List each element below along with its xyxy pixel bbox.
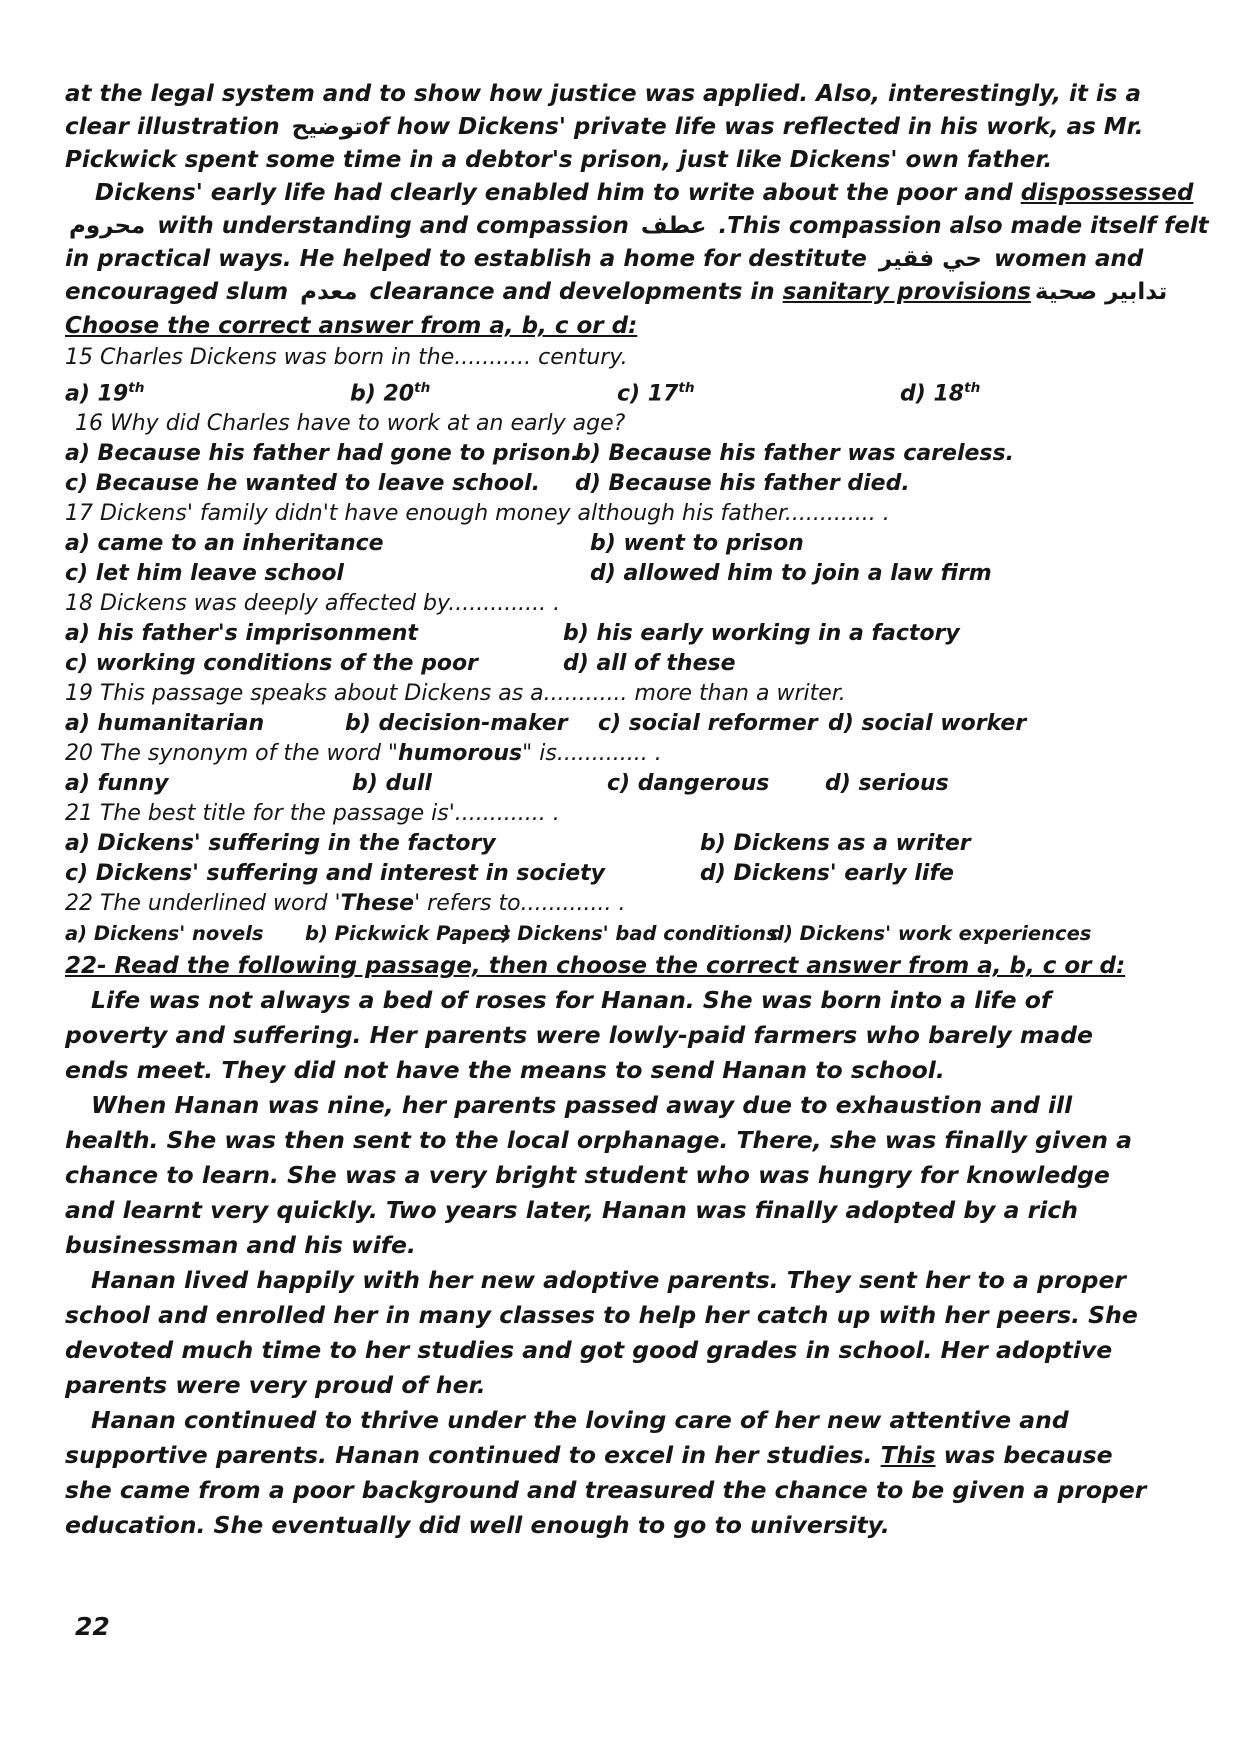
passage-text: Dickens' early life had clearly enabled him to write about the poor and [95,180,1021,206]
question-text [65,343,1183,373]
options-row [65,439,1183,469]
question-stem: 22 The underlined word ' [65,891,341,917]
option: c) let him leave school [65,561,344,587]
passage-text: with understanding and compassion [149,213,637,239]
option: b) Pickwick Papers [305,922,511,946]
option [65,373,350,409]
bold-term: humorous [398,741,523,767]
passage-text: .This compassion also made itself felt [710,213,1209,239]
passage-paragraph [65,1088,1155,1263]
underlined-term: sanitary provisions [782,279,1031,305]
passage-text: Life was not always a bed of roses for Hanan. She was born into a life of poverty and suffering. Her parents were lowly-paid farmers who barely made ends meet. They did not have the means to send Hanan to school. [65,986,1093,1085]
options-row [65,769,1183,799]
option: b) decision-maker [345,711,568,737]
option-label: c) 17 [617,381,679,407]
question-stem: 16 Why did Charles have to work at an early age? [75,411,626,437]
ordinal-suffix: th [964,380,981,396]
passage-line [65,78,1183,111]
passage-text: at the legal system and to show how justice was applied. Also, interestingly, it is a [65,81,1142,107]
option: d) Dickens' work experiences [770,922,1092,946]
passage-line [65,111,1183,144]
question-text [65,889,1183,919]
question-stem: 18 Dickens was deeply affected by.............. . [65,591,561,617]
option: c) Dickens' bad conditions [490,922,778,946]
passage-paragraph [65,1403,1155,1543]
option: a) Because his father had gone to prison. [65,441,580,467]
arabic-gloss: حي فقير [878,246,983,272]
passage-text: in practical ways. He helped to establish a home for destitute [65,246,875,272]
question-stem: 17 Dickens' family didn't have enough money although his father............. . [65,501,890,527]
option: a) funny [65,771,169,797]
ordinal-suffix: th [678,380,695,396]
page-number: 22 [75,1612,110,1641]
passage-text: Hanan lived happily with her new adoptive parents. They sent her to a proper school and enrolled her in many classes to help her catch up with her peers. She devoted much time to her studies and got good grades in school. Her adoptive parents were very proud of her. [65,1266,1138,1400]
passage-text: clearance and developments in [361,279,783,305]
question-text [65,589,1183,619]
option: d) all of these [563,651,736,677]
passage-line [65,243,1183,276]
option: b) Because his father was careless. [575,441,1014,467]
options-row [65,529,1183,559]
option: c) social reformer [598,711,818,737]
passage-text: clear illustration [65,114,288,140]
arabic-gloss: تدابير صحية [1034,279,1168,305]
option: d) serious [825,771,949,797]
options-row [65,829,1183,859]
bold-term: These [340,891,415,917]
option: d) allowed him to join a law firm [590,561,992,587]
option: a) humanitarian [65,711,265,737]
passage-text: When Hanan was nine, her parents passed away due to exhaustion and ill health. She was then sent to the local orphanage. There, she was finally given a chance to learn. She was a very bright student who was hungry for knowledge and learnt very quickly. Two years later, Hanan was finally adopted by a rich businessman and his wife. [65,1091,1133,1260]
passage-paragraph [65,983,1155,1088]
passage-text: encouraged slum [65,279,297,305]
option-label: b) 20 [350,381,415,407]
passage-text: Hanan continued to thrive under the loving care of her new attentive and supportive parents. Hanan continued to excel in her studies. [65,1406,1069,1470]
underlined-term: dispossessed [1020,180,1194,206]
options-row [65,649,1183,679]
question-text [65,739,1183,769]
options-row [65,373,1183,409]
option [617,373,900,409]
question-stem: 21 The best title for the passage is'............. . [65,801,560,827]
page-content [65,78,1209,1543]
options-row [65,559,1183,589]
arabic-gloss: معدم [300,279,358,305]
option: a) Dickens' suffering in the factory [65,831,496,857]
option-label: a) 19 [65,381,129,407]
options-row [65,709,1183,739]
question-text [65,679,1183,709]
arabic-gloss: توضيح [291,114,363,140]
option [350,373,617,409]
question-stem: 20 The synonym of the word " [65,741,399,767]
options-row [65,619,1183,649]
option: c) Dickens' suffering and interest in society [65,861,605,887]
passage-text: Pickwick spent some time in a debtor's prison, just like Dickens' own father. [65,147,1053,173]
options-row [65,859,1183,889]
option: c) Because he wanted to leave school. [65,471,541,497]
question-stem: 19 This passage speaks about Dickens as a............ more than a writer. [65,681,846,707]
options-row [65,469,1183,499]
passage-text: of how Dickens' private life was reflected in his work, as Mr. [362,114,1144,140]
option: d) Dickens' early life [700,861,954,887]
instruction-heading: Choose the correct answer from a, b, c or d: [65,313,638,339]
question-text [65,499,1183,529]
passage-line [65,144,1183,177]
option: d) social worker [828,711,1027,737]
passage-line [65,210,1209,243]
option: c) working conditions of the poor [65,651,478,677]
section-heading: 22- Read the following passage, then choose the correct answer from a, b, c or d: [65,953,1126,980]
option: b) dull [352,771,432,797]
passage-text: women and [986,246,1144,272]
passage-text: was because she came from a poor background and treasured the chance to be given a proper education. She eventually did well enough to go to university. [65,1441,1147,1540]
arabic-gloss: عطف [640,213,707,239]
option: d) Because his father died. [575,471,910,497]
underlined-term: This [880,1441,936,1470]
question-stem: 15 Charles Dickens was born in the........... century. [65,345,628,370]
option: a) Dickens' novels [65,922,264,946]
option: b) his early working in a factory [563,621,960,647]
arabic-gloss: محروم [69,213,146,239]
question-text [65,409,1183,439]
question-stem: ' refers to............. . [414,891,626,917]
passage-line [65,177,1194,210]
option: c) dangerous [607,771,770,797]
option: b) Dickens as a writer [700,831,971,857]
options-row [65,919,1183,949]
option: a) came to an inheritance [65,531,384,557]
option-label: d) 18 [900,381,965,407]
option [900,373,1183,409]
passage-line [65,276,1183,309]
option: b) went to prison [590,531,804,557]
ordinal-suffix: th [414,380,431,396]
question-stem: " is............. . [522,741,662,767]
passage-paragraph [65,1263,1155,1403]
question-text [65,799,1183,829]
option: a) his father's imprisonment [65,621,418,647]
ordinal-suffix: th [128,380,145,396]
